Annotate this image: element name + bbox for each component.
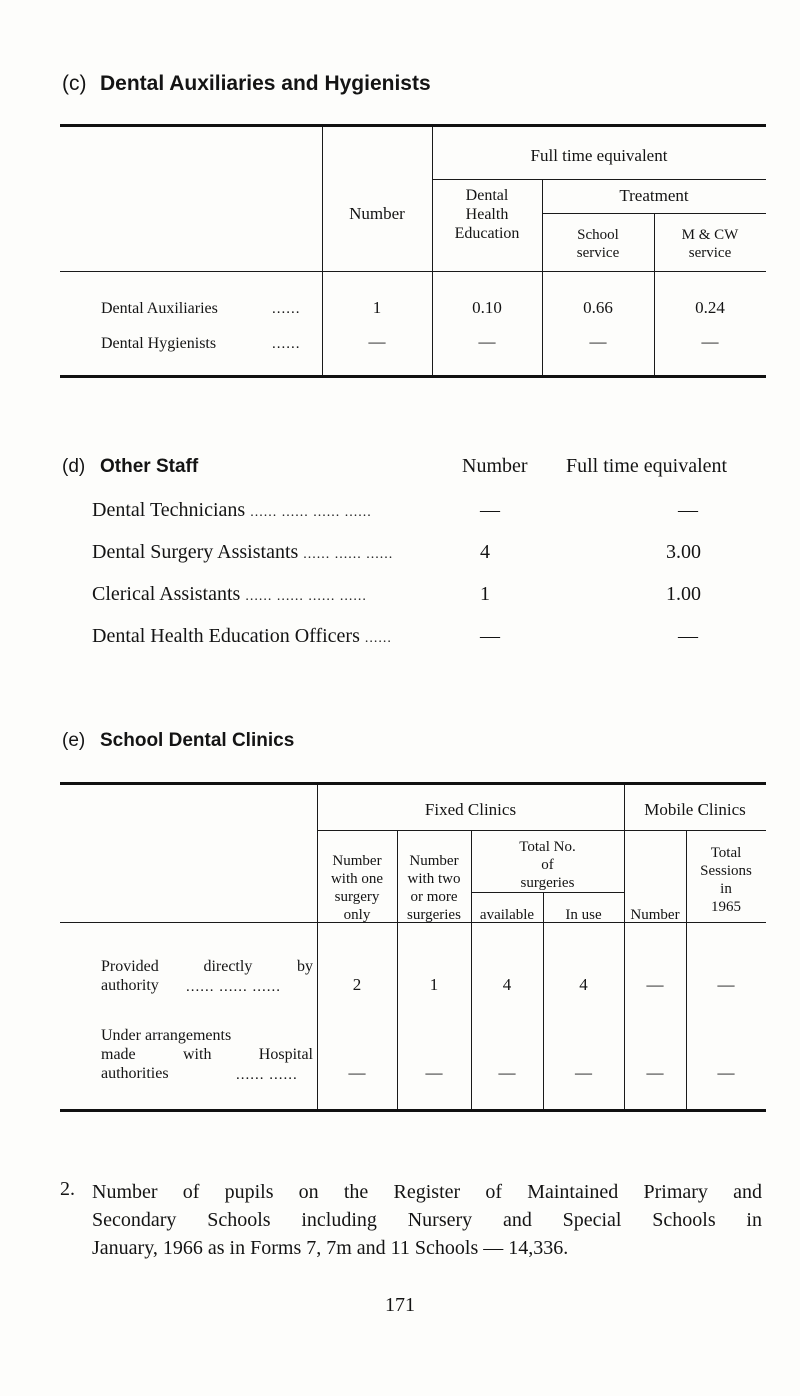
leader-dots: ...... ...... ...... ...... xyxy=(245,589,367,604)
row-label-line1: Under arrangements xyxy=(101,1027,232,1044)
col-fte-header: Full time equivalent xyxy=(530,146,668,165)
section-c-heading xyxy=(62,72,431,96)
col-sessions-header: Total Sessions in 1965 xyxy=(700,845,752,915)
row-label-line3: authorities xyxy=(101,1065,169,1082)
staff-name: Dental Technicians xyxy=(92,499,246,521)
staff-fte: 1.00 xyxy=(666,583,701,605)
staff-fte: 3.00 xyxy=(666,541,701,563)
section-d-label: (d) xyxy=(62,456,86,477)
cell-school: 0.66 xyxy=(583,298,613,317)
col-number-header: Number xyxy=(462,455,528,477)
school-dental-clinics-table xyxy=(60,782,766,1112)
col-in-use-header: In use xyxy=(565,907,602,923)
cell-dhe: 0.10 xyxy=(472,298,502,317)
cell-mcw: 0.24 xyxy=(695,298,725,317)
page-number: 171 xyxy=(385,1294,415,1316)
col-school-header: School service xyxy=(576,227,620,261)
cell-two-surgery: — xyxy=(425,1063,443,1082)
cell-mcw: — xyxy=(701,332,719,351)
leader-dots: ...... xyxy=(272,301,301,317)
section-d-heading xyxy=(62,456,198,478)
leader-dots: ...... ...... ...... xyxy=(186,979,281,995)
paragraph-body xyxy=(92,1178,762,1262)
row-label-line2: authority xyxy=(101,977,159,994)
paragraph-number: 2. xyxy=(60,1178,75,1200)
cell-in-use: 4 xyxy=(579,975,588,994)
section-c-title: Dental Auxiliaries and Hygienists xyxy=(100,72,431,95)
paragraph-line: January, 1966 as in Forms 7, 7m and 11 Schools — 14,336. xyxy=(92,1237,569,1259)
col-fixed-header: Fixed Clinics xyxy=(424,800,517,819)
section-e-title: School Dental Clinics xyxy=(100,730,295,751)
col-one-surgery-header: Number with one surgery only xyxy=(330,853,384,923)
cell-school: — xyxy=(589,332,607,351)
leader-dots: ...... xyxy=(272,336,301,352)
cell-sessions: — xyxy=(717,975,735,994)
cell-number: — xyxy=(368,332,386,351)
leader-dots: ...... ...... xyxy=(236,1067,298,1083)
staff-number: — xyxy=(480,499,500,521)
section-c-label: (c) xyxy=(62,72,87,95)
col-mobile-number-header: Number xyxy=(630,907,680,923)
col-total-surgeries-header: Total No. of surgeries xyxy=(519,839,576,891)
cell-available: 4 xyxy=(502,975,512,994)
staff-fte: — xyxy=(678,499,698,521)
col-two-surgery-header: Number with two or more surgeries xyxy=(407,853,461,923)
cell-two-surgery: 1 xyxy=(429,975,439,994)
col-number-header: Number xyxy=(349,204,405,223)
cell-one-surgery: 2 xyxy=(352,975,362,994)
leader-dots: ...... xyxy=(364,631,392,646)
section-e-heading xyxy=(62,730,294,752)
row-label: Dental Auxiliaries xyxy=(101,300,218,317)
section-d-title: Other Staff xyxy=(100,456,199,477)
col-mobile-header: Mobile Clinics xyxy=(644,800,746,819)
section-e-label: (e) xyxy=(62,730,86,751)
row-label-line1: Provided directly by xyxy=(101,958,313,975)
staff-number: — xyxy=(480,625,500,647)
cell-number: 1 xyxy=(372,298,382,317)
col-available-header: available xyxy=(479,907,535,923)
col-treatment-header: Treatment xyxy=(619,186,689,205)
col-mcw-header: M & CW service xyxy=(681,227,739,261)
staff-number: 4 xyxy=(480,541,490,563)
leader-dots: ...... ...... ...... xyxy=(303,547,394,562)
paragraph-line: Secondary Schools including Nursery and Special Schools in xyxy=(92,1209,762,1231)
staff-fte: — xyxy=(678,625,698,647)
cell-one-surgery: — xyxy=(348,1063,366,1082)
row-label: Dental Hygienists xyxy=(101,335,217,352)
cell-in-use: — xyxy=(575,1063,592,1082)
dental-auxiliaries-table xyxy=(60,124,766,378)
cell-available: — xyxy=(498,1063,516,1082)
cell-dhe: — xyxy=(478,332,496,351)
cell-mobile-number: — xyxy=(646,1063,664,1082)
staff-number: 1 xyxy=(480,583,490,605)
paragraph-line: Number of pupils on the Register of Maintained Primary and xyxy=(92,1181,762,1203)
col-dhe-header: Dental Health Education xyxy=(454,187,520,242)
leader-dots: ...... ...... ...... ...... xyxy=(250,505,372,520)
col-fte-header: Full time equivalent xyxy=(566,455,728,477)
staff-name: Clerical Assistants xyxy=(92,583,241,605)
staff-name: Dental Surgery Assistants xyxy=(92,541,299,563)
cell-sessions: — xyxy=(717,1063,735,1082)
cell-mobile-number: — xyxy=(646,975,664,994)
staff-name: Dental Health Education Officers xyxy=(92,625,360,647)
row-label-line2: made with Hospital xyxy=(101,1046,313,1063)
